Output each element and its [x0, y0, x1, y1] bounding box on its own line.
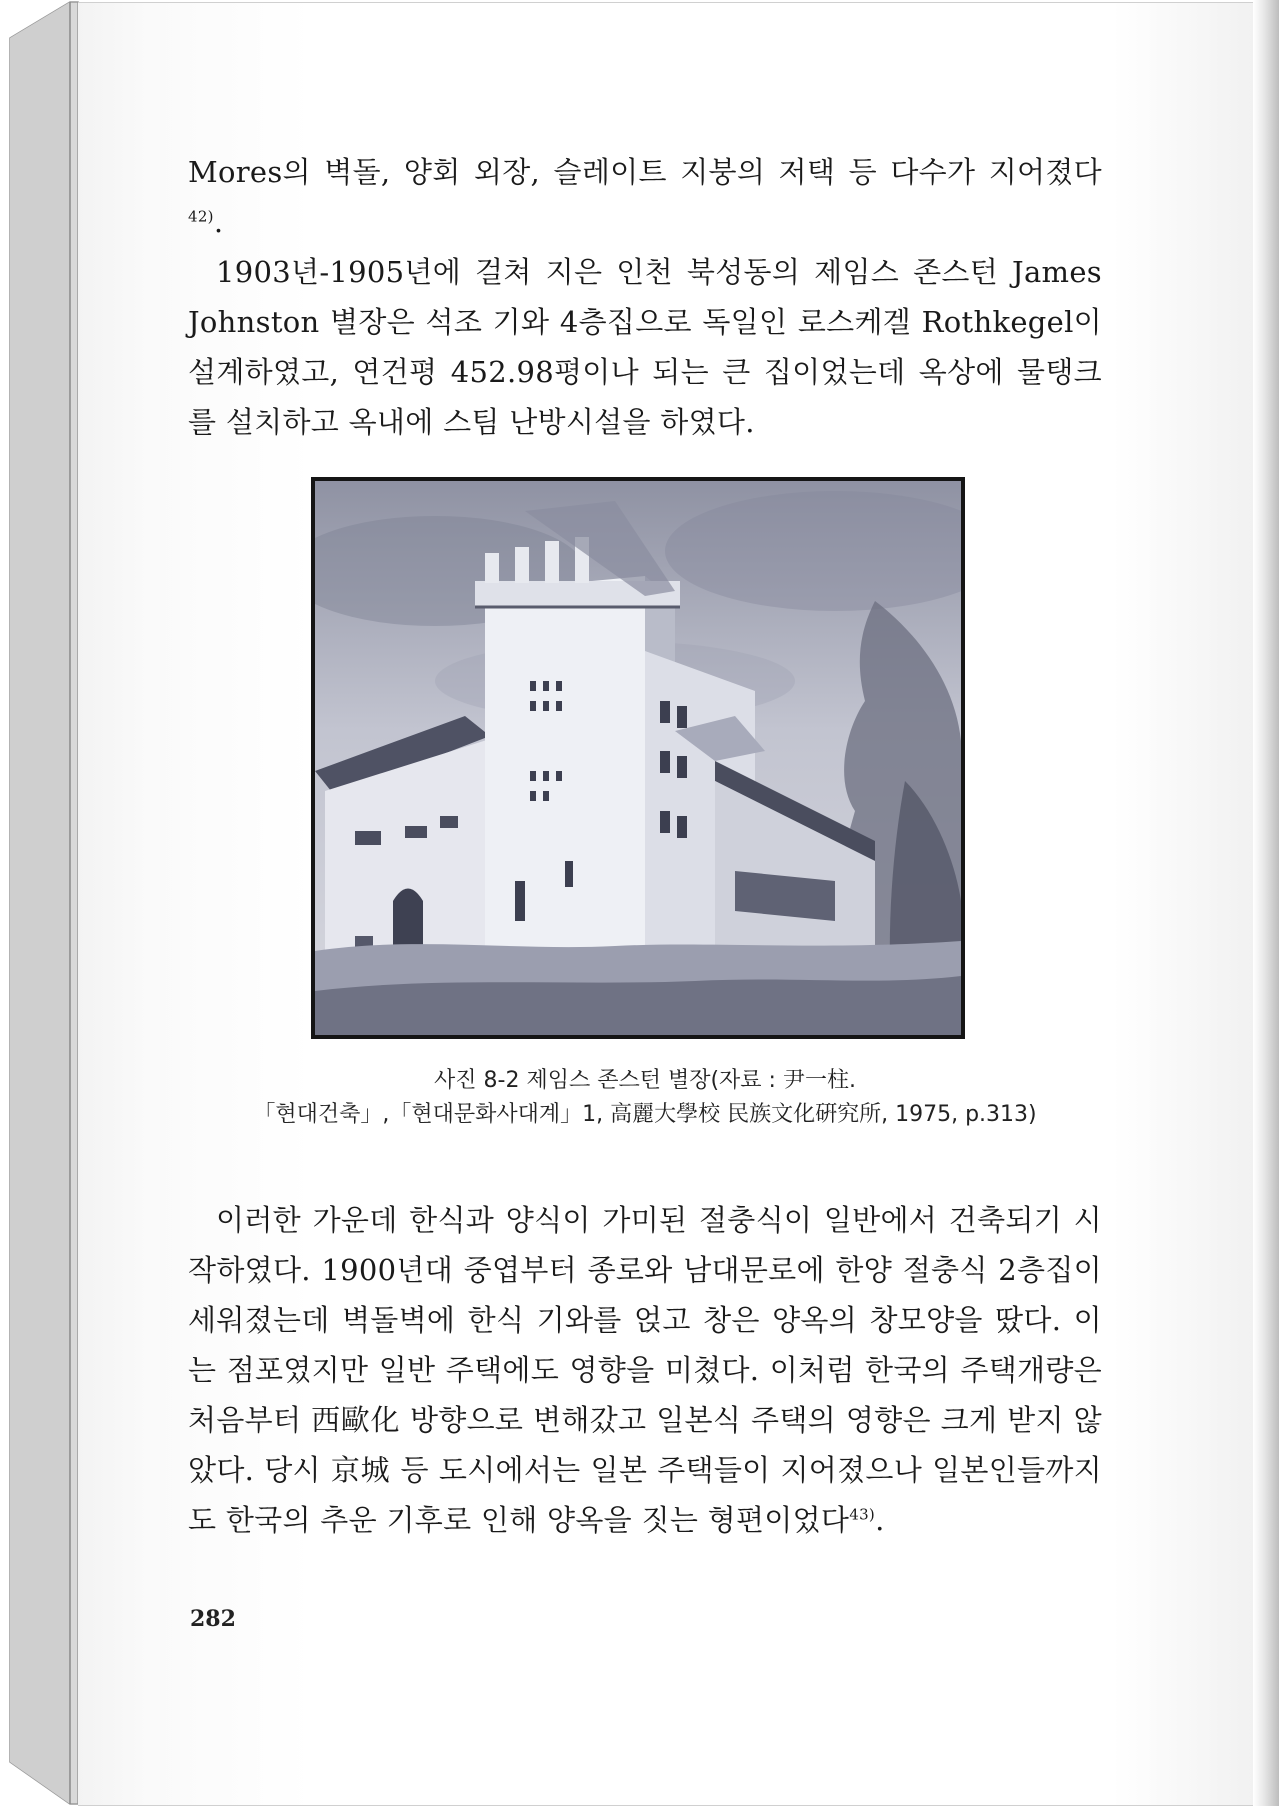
paragraph-1-end: .: [213, 205, 224, 239]
paragraph-1-text: Mores의 벽돌, 양회 외장, 슬레이트 지붕의 저택 등 다수가 지어졌다: [188, 155, 1102, 189]
book-spine: [0, 0, 80, 1806]
photo-james-johnston-villa: [311, 477, 965, 1039]
paragraph-3-text: 이러한 가운데 한식과 양식이 가미된 절충식이 일반에서 건축되기 시작하였다. 1900년대 중엽부터 종로와 남대문로에 한양 절충식 2층집이 세워졌는데 벽돌벽에 한식 기와를 얹고 창은 양옥의 창모양을 땄다. 이는 점포였지만 일반 주택에도 영향을 미쳤다. 이처럼 한국의 주택개량은 처음부터 西歐化 방향으로 변해갔고 일본식 주택의 영향은 크게 받지 않았다. 당시 京城 등 도시에서는 일본 주택들이 지어졌으나 일본인들까지도 한국의 추운 기후로 인해 양옥을 짓는 형편이었다: [188, 1203, 1102, 1537]
paragraph-3: [188, 1195, 1102, 1545]
figure-caption: [188, 1064, 1102, 1132]
footnote-42: 42): [188, 207, 214, 226]
paragraph-2-text: 1903년-1905년에 걸쳐 지은 인천 북성동의 제임스 존스턴 James Johnston 별장은 석조 기와 4층집으로 독일인 로스케겔 Rothkegel이 설계하였고, 연건평 452.98평이나 되는 큰 집이었는데 옥상에 물탱크를 설치하고 옥내에 스팀 난방시설을 하였다.: [188, 255, 1102, 439]
footnote-43: 43): [849, 1505, 876, 1524]
figure-caption-line-2: 「현대건축」,「현대문화사대계」1, 高麗大學校 民族文化硏究所, 1975, p.313): [253, 1102, 1037, 1127]
page-edge-shadow: [1253, 0, 1279, 1806]
paragraph-3-end: .: [875, 1503, 885, 1537]
villa-photo-illustration: [315, 481, 961, 1035]
figure-caption-line-1: 사진 8-2 제임스 존스턴 별장(자료 : 尹一柱.: [434, 1068, 856, 1093]
paragraph-1: [188, 147, 1102, 247]
paragraph-2: [188, 247, 1102, 447]
page-number: 282: [190, 1606, 236, 1632]
